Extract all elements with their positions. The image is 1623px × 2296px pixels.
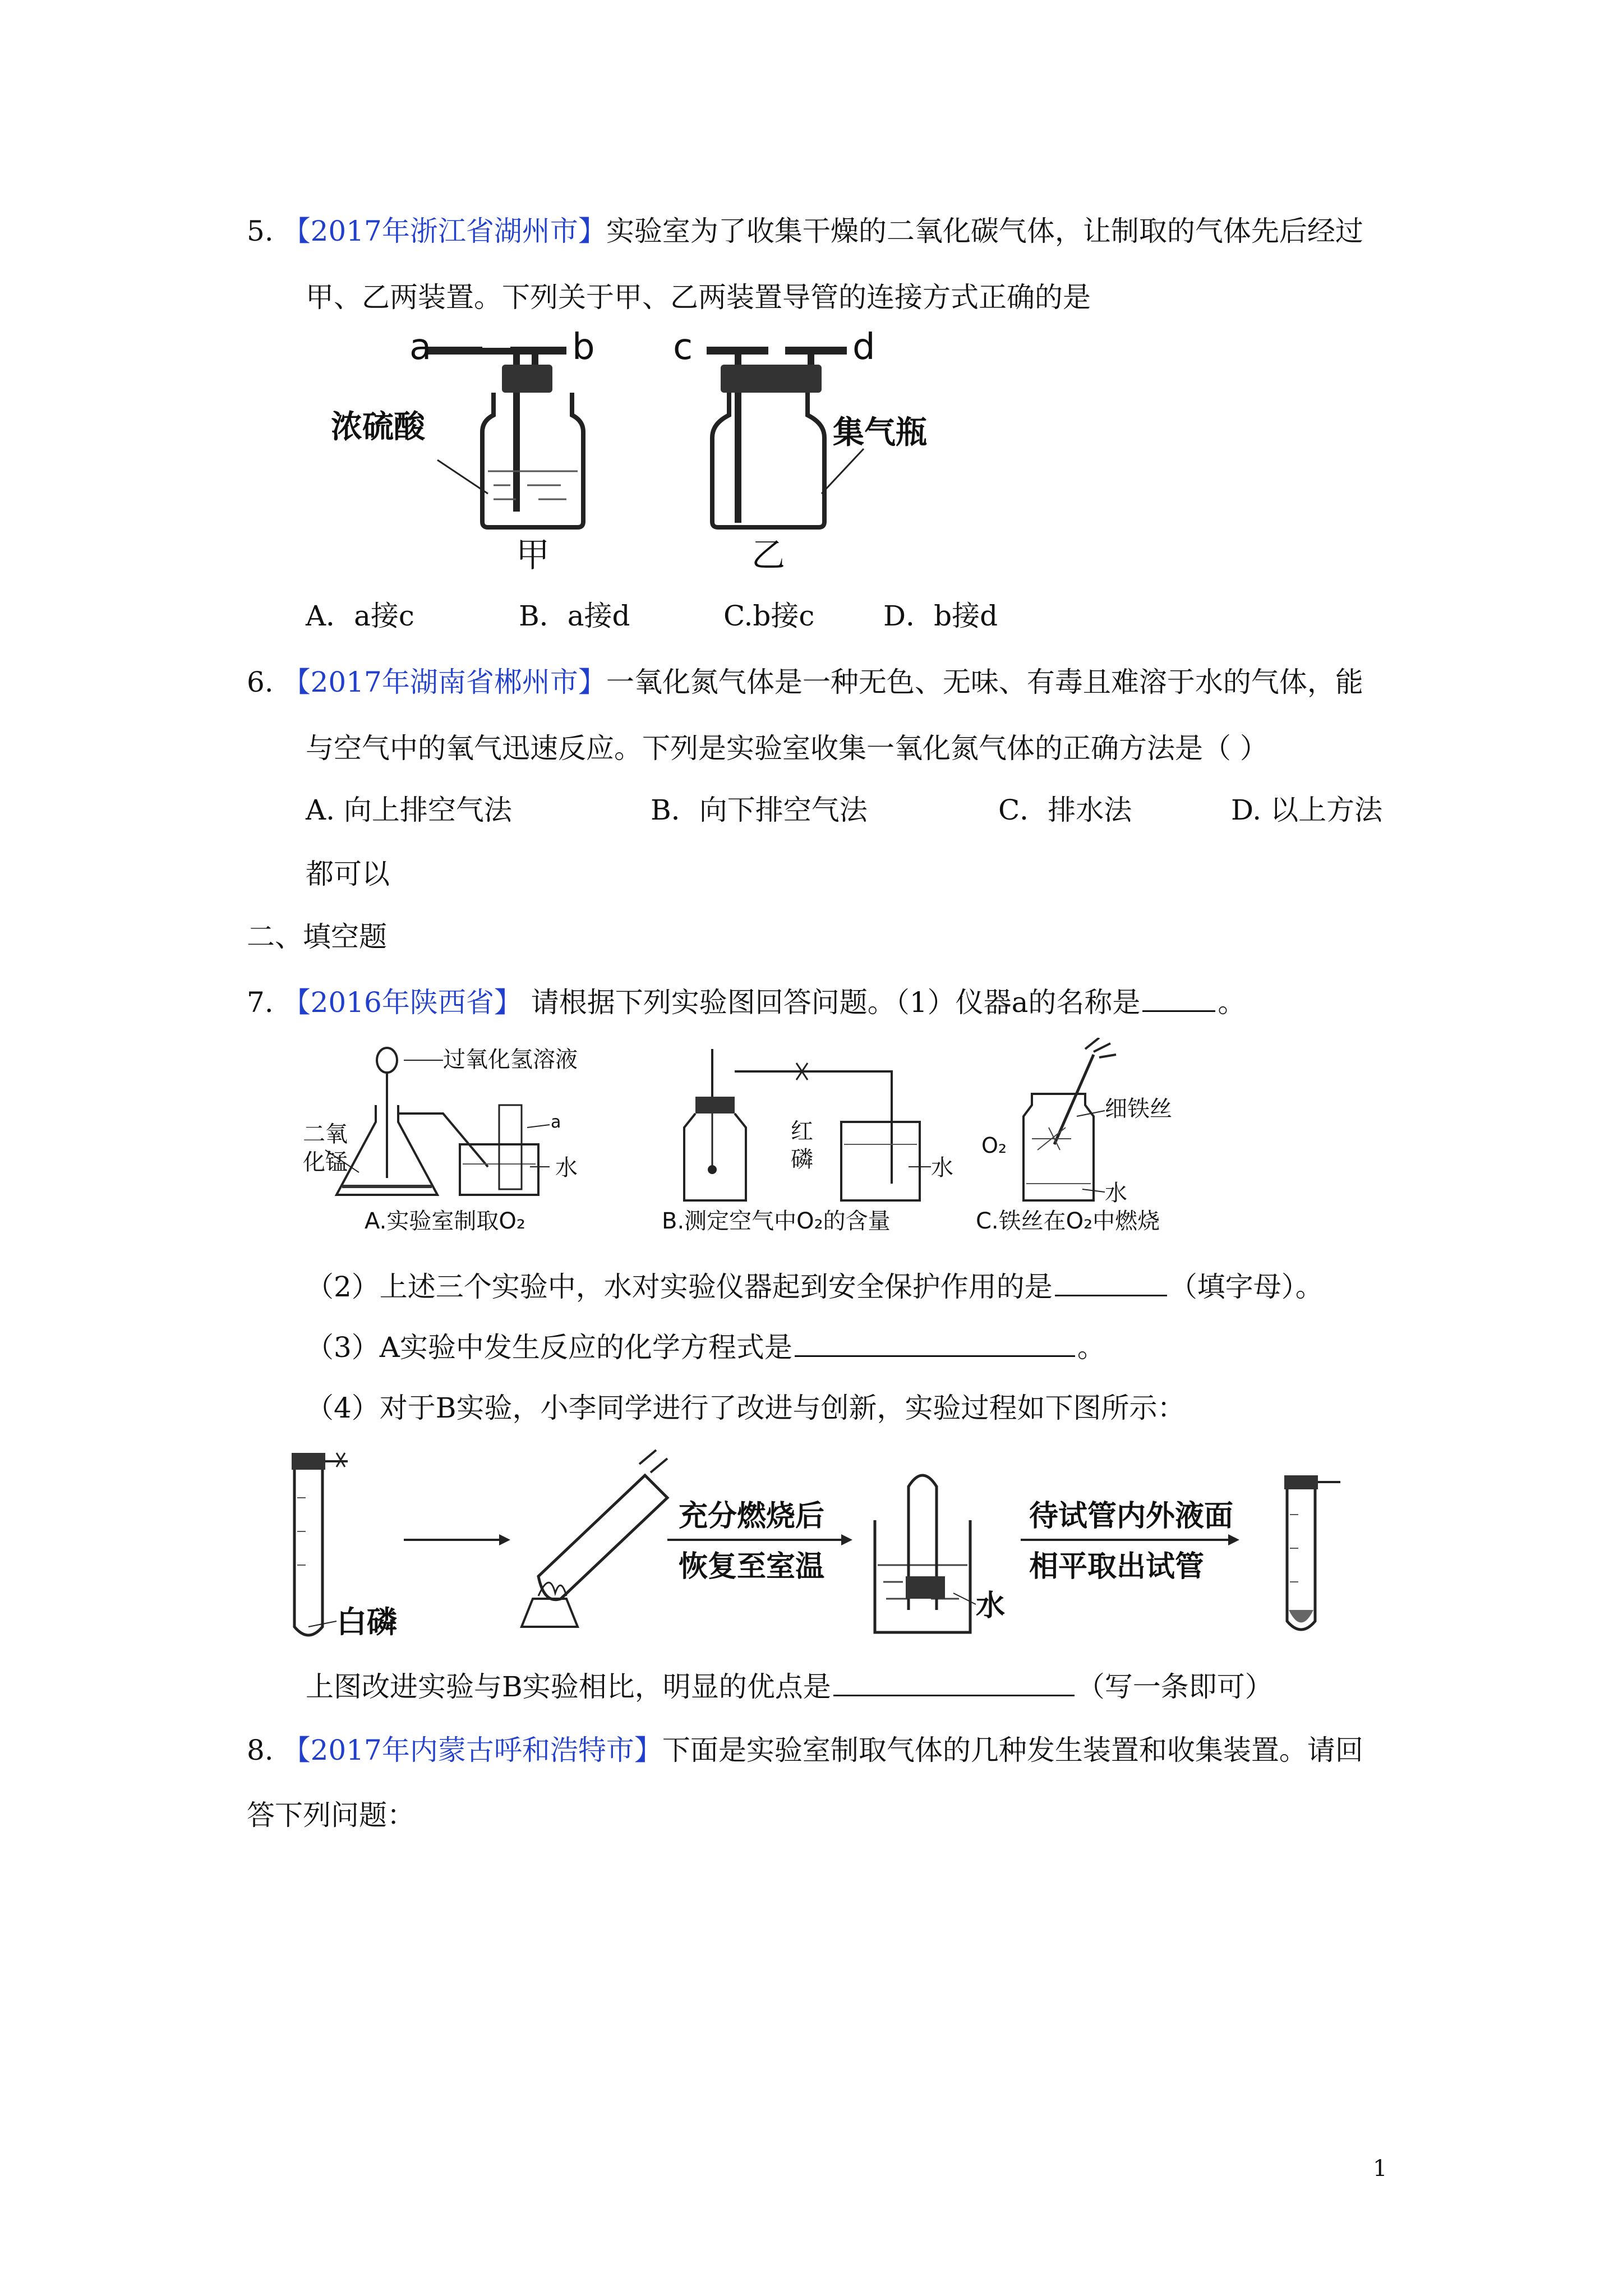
- q6-option-a: A. 向上排空气法: [306, 794, 512, 826]
- question-number: 7.: [247, 986, 274, 1019]
- label-iron-wire: 细铁丝: [1105, 1096, 1172, 1122]
- page-number: 1: [1373, 2156, 1387, 2182]
- label-d: d: [852, 331, 875, 368]
- q7-advantage: 上图改进实验与B实验相比，明显的优点是 （写一条即可）: [306, 1669, 1273, 1704]
- q7-intro: [247, 984, 1246, 1019]
- label-instrument-a: a: [551, 1112, 561, 1132]
- question-source: 【2017年内蒙古呼和浩特市】: [282, 1734, 662, 1766]
- section-heading: 二、填空题: [247, 921, 387, 953]
- label-yi: 乙: [751, 536, 785, 575]
- arrow3-label-bottom: 相平取出试管: [1029, 1550, 1205, 1584]
- heated-tube: [522, 1450, 667, 1627]
- q5-line1: [247, 214, 1363, 248]
- q7-experiments-figure: [303, 1038, 1256, 1245]
- q5-option-d: D．b接d: [883, 600, 998, 632]
- answer-blank-1[interactable]: [1142, 984, 1215, 1012]
- label-water-a: 水: [555, 1155, 578, 1181]
- label-water-c: 水: [1105, 1180, 1127, 1206]
- q5-option-a: A．a接c: [306, 600, 414, 632]
- label-jia: 甲: [516, 536, 550, 575]
- q8-line1: [247, 1733, 1363, 1767]
- label-red-p-2: 磷: [791, 1147, 813, 1172]
- arrow-2-head: [841, 1534, 852, 1545]
- caption-b: B.测定空气中O₂的含量: [662, 1208, 891, 1234]
- q5-option-c: C.b接c: [723, 600, 815, 632]
- q6-option-c: C．排水法: [998, 794, 1132, 826]
- arrow-3-head: [1228, 1534, 1239, 1545]
- label-mno2-2: 化锰: [303, 1149, 348, 1175]
- question-number: 5.: [247, 215, 274, 247]
- q7-improved-experiment-figure: [275, 1442, 1368, 1649]
- apparatus-c: [1023, 1038, 1116, 1200]
- question-number: 6.: [247, 666, 274, 698]
- q7-sub3: （3）A实验中发生反应的化学方程式是 。: [306, 1329, 1105, 1364]
- question-text: 实验室为了收集干燥的二氧化碳气体，让制取的气体先后经过: [606, 215, 1363, 247]
- label-b: b: [572, 331, 595, 368]
- q5-apparatus-figure: [325, 331, 942, 578]
- question-text: 下面是实验室制取气体的几种发生装置和收集装置。请回: [662, 1734, 1363, 1766]
- answer-blank-4[interactable]: [833, 1669, 1075, 1696]
- caption-a: A.实验室制取O₂: [365, 1208, 525, 1234]
- answer-blank-3[interactable]: [795, 1329, 1075, 1357]
- label-h2o2: 过氧化氢溶液: [443, 1047, 578, 1073]
- q6-line2: 与空气中的氧气迅速反应。下列是实验室收集一氧化氮气体的正确方法是（ ）: [306, 732, 1268, 765]
- label-a: a: [409, 331, 432, 368]
- q6-option-b: B．向下排空气法: [651, 794, 868, 826]
- label-o2: O₂: [981, 1133, 1007, 1158]
- label-mno2-1: 二氧: [303, 1121, 348, 1147]
- answer-blank-2[interactable]: [1055, 1269, 1167, 1296]
- question-text-end: 。: [1218, 986, 1246, 1019]
- bottle-jia: [426, 347, 583, 527]
- q5-option-b: B．a接d: [519, 600, 630, 632]
- question-source: 【2016年陕西省】: [282, 986, 522, 1019]
- arrow2-label-top: 充分燃烧后: [679, 1499, 825, 1533]
- q5-line2: 甲、乙两装置。下列关于甲、乙两装置导管的连接方式正确的是: [306, 281, 1091, 314]
- q6-line1: [247, 665, 1363, 699]
- test-tube-final: [1284, 1475, 1340, 1630]
- question-text: 请根据下列实验图回答问题。（1）仪器a的名称是: [531, 986, 1141, 1019]
- q6-option-d: D. 以上方法: [1231, 794, 1383, 826]
- question-text: 一氧化氮气体是一种无色、无味、有毒且难溶于水的气体，能: [606, 666, 1363, 698]
- label-c: c: [673, 331, 693, 368]
- label-water-b: 水: [931, 1155, 953, 1181]
- label-red-p-1: 红: [791, 1119, 813, 1144]
- arrow2-label-bottom: 恢复至室温: [679, 1550, 825, 1584]
- q6-option-d-cont: 都可以: [306, 858, 390, 890]
- caption-c: C.铁丝在O₂中燃烧: [976, 1208, 1160, 1234]
- label-white-p: 白磷: [336, 1604, 397, 1640]
- label-bottle: 集气瓶: [833, 415, 927, 451]
- beaker-with-tube: [875, 1475, 976, 1632]
- arrow3-label-top: 待试管内外液面: [1029, 1499, 1234, 1533]
- q7-sub4: （4）对于B实验，小李同学进行了改进与创新，实验过程如下图所示：: [306, 1392, 1186, 1424]
- question-source: 【2017年浙江省湖州市】: [282, 215, 606, 247]
- label-water-fig4: 水: [976, 1589, 1006, 1623]
- question-number: 8.: [247, 1734, 274, 1766]
- q7-sub2: （2）上述三个实验中，水对实验仪器起到安全保护作用的是 （填字母）。: [306, 1269, 1324, 1304]
- q8-line2: 答下列问题：: [247, 1799, 415, 1832]
- label-acid: 浓硫酸: [331, 409, 425, 445]
- arrow-1-head: [499, 1534, 510, 1545]
- question-source: 【2017年湖南省郴州市】: [282, 666, 606, 698]
